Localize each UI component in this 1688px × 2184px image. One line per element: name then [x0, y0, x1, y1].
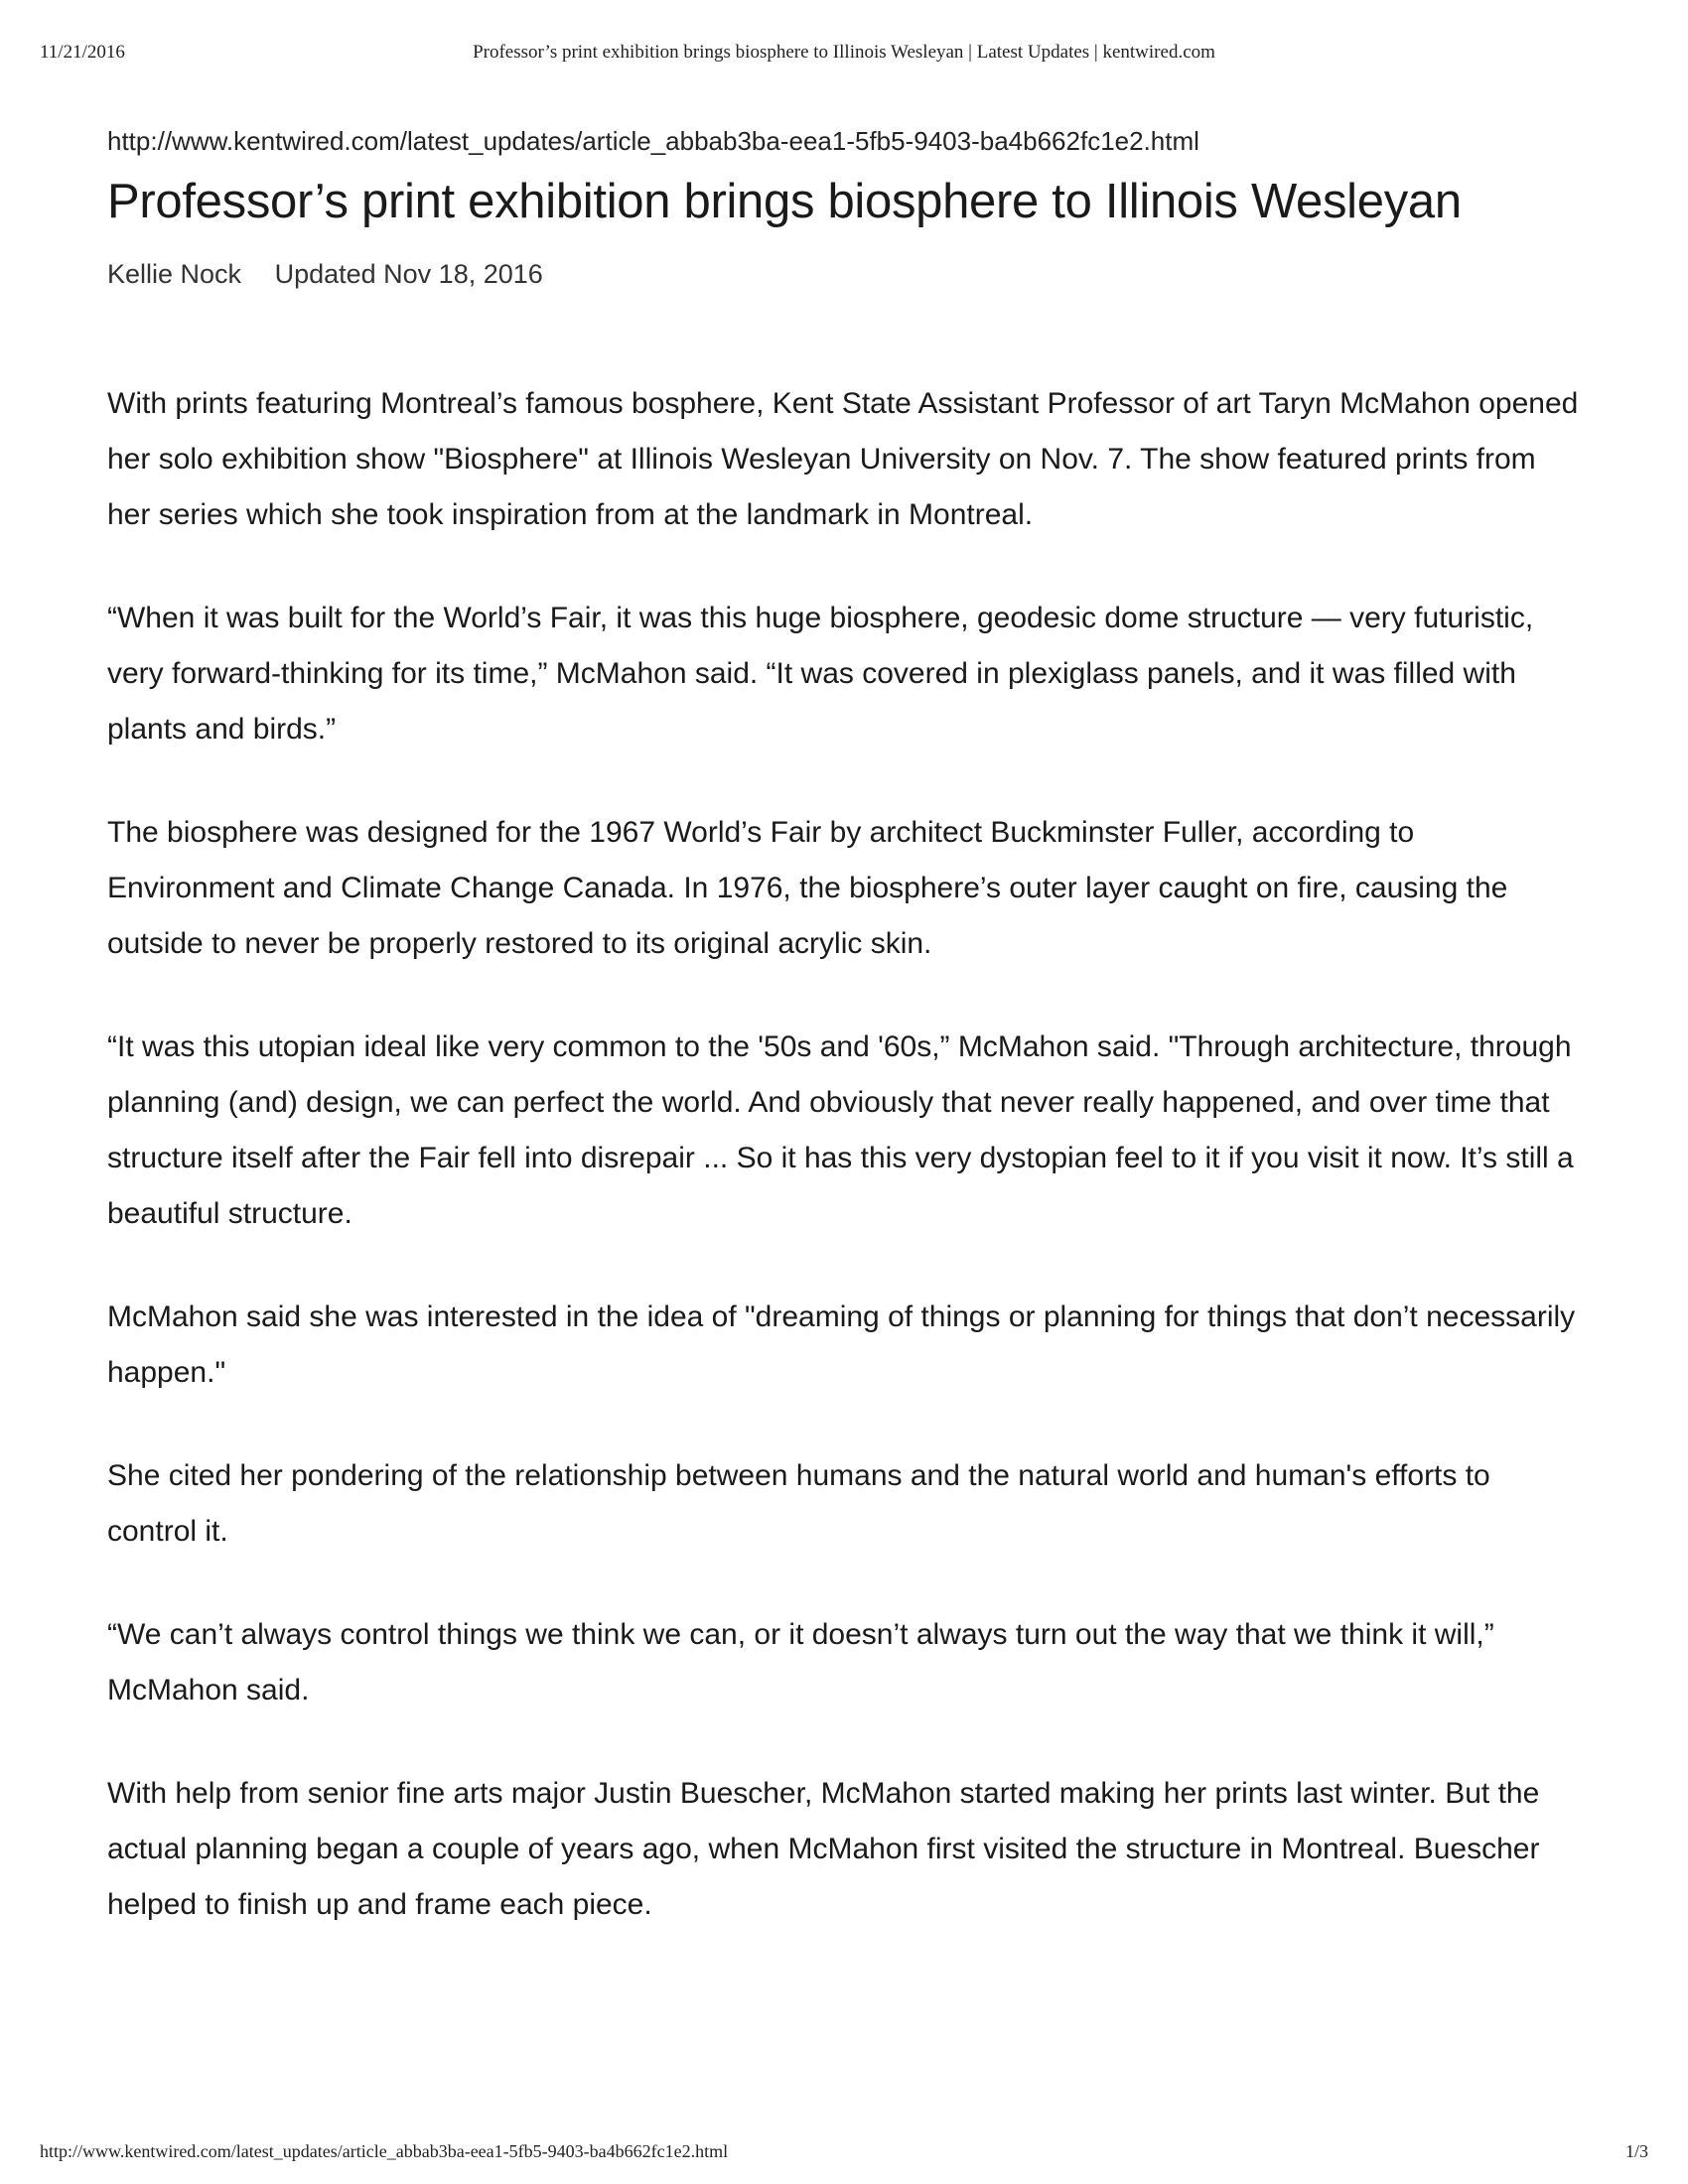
article-paragraph: The biosphere was designed for the 1967 World’s Fair by architect Buckminster Fuller, according to Environment and Climate Change Canada. In 1976, the biosphere’s outer layer caught on fire, causing the outside to never be properly restored to its original acrylic skin. — [107, 816, 1508, 960]
article — [107, 124, 1587, 1980]
author-name[interactable]: Kellie Nock — [107, 259, 242, 289]
article-headline: Professor’s print exhibition brings biosphere to Illinois Wesleyan — [107, 175, 1462, 228]
print-page-title: Professor’s print exhibition brings biosphere to Illinois Wesleyan | Latest Updates | kentwired.com — [473, 42, 1215, 63]
print-footer — [40, 2141, 1648, 2167]
print-date: 11/21/2016 — [40, 42, 125, 63]
print-header — [40, 42, 1648, 71]
article-paragraph: She cited her pondering of the relationship between humans and the natural world and human's efforts to control it. — [107, 1459, 1490, 1548]
page-number: 1/3 — [1624, 2141, 1648, 2161]
article-paragraph: “We can’t always control things we think we can, or it doesn’t always turn out the way that we think it will,” McMahon said. — [107, 1618, 1494, 1706]
article-paragraph: “It was this utopian ideal like very common to the '50s and '60s,” McMahon said. "Through architecture, through planning (and) design, we can perfect the world. And obviously that never really happened, and over time that structure itself after the Fair fell into disrepair ... So it has this very dystopian feel to it if you visit it now. It’s still a beautiful structure. — [107, 1030, 1574, 1230]
article-paragraph: With prints featuring Montreal’s famous bosphere, Kent State Assistant Professor of art Taryn McMahon opened her solo exhibition show "Biosphere" at Illinois Wesleyan University on Nov. 7. The show featured prints from her series which she took inspiration from at the landmark in Montreal. — [107, 387, 1579, 531]
article-body — [107, 376, 1587, 1933]
article-paragraph: McMahon said she was interested in the idea of "dreaming of things or planning for things that don’t necessarily happen." — [107, 1300, 1576, 1389]
article-source-url[interactable]: http://www.kentwired.com/latest_updates/article_abbab3ba-eea1-5fb5-9403-ba4b662fc1e2.html — [107, 126, 1199, 156]
article-paragraph: “When it was built for the World’s Fair, it was this huge biosphere, geodesic dome structure — very futuristic, very forward-thinking for its time,” McMahon said. “It was covered in plexiglass panels, and it was filled with plants and birds.” — [107, 602, 1534, 746]
print-footer-url: http://www.kentwired.com/latest_updates/article_abbab3ba-eea1-5fb5-9403-ba4b662fc1e2.html — [40, 2141, 729, 2161]
article-paragraph: With help from senior fine arts major Justin Buescher, McMahon started making her prints last winter. But the actual planning began a couple of years ago, when McMahon first visited the structure in Montreal. Buescher helped to finish up and frame each piece. — [107, 1777, 1540, 1921]
updated-date: Updated Nov 18, 2016 — [274, 259, 543, 289]
byline — [107, 257, 1587, 291]
